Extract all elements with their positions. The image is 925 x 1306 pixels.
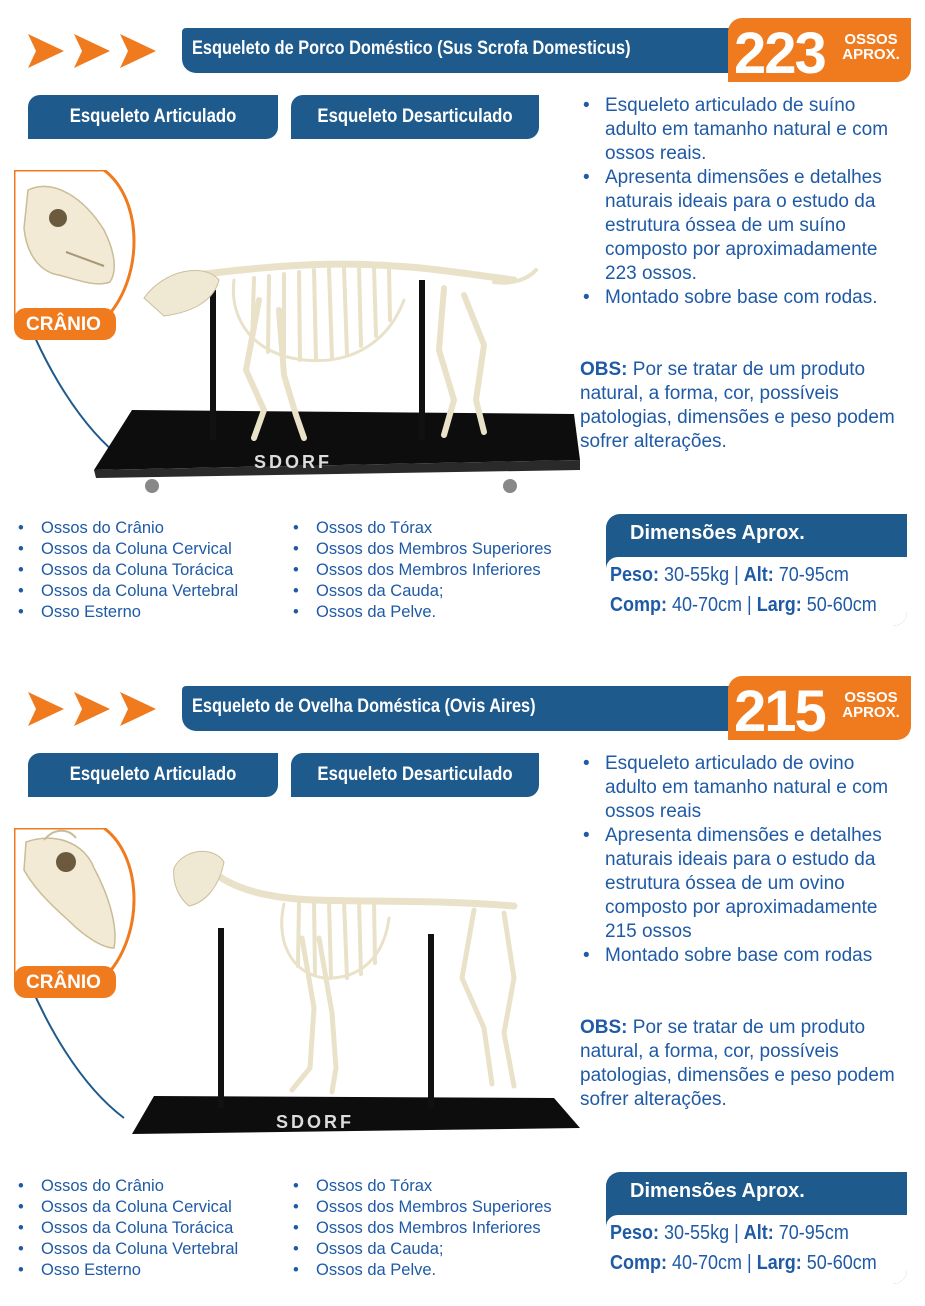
dimensions-title: Dimensões Aprox. bbox=[630, 522, 805, 544]
tab-articulated-label: Esqueleto Articulado bbox=[69, 106, 237, 127]
obs-label: OBS: bbox=[580, 359, 628, 380]
section-title-bar bbox=[182, 686, 742, 731]
pig-skeleton-photo bbox=[14, 170, 580, 500]
description-list bbox=[580, 94, 910, 310]
tab-articulated[interactable] bbox=[28, 753, 278, 797]
pig-skeleton-section bbox=[0, 0, 925, 640]
tab-articulated-label: Esqueleto Articulado bbox=[69, 764, 237, 785]
list-item: • Ossos do Crânio bbox=[16, 1176, 238, 1197]
count-label-line2: APROX. bbox=[842, 46, 900, 63]
description-item: • Montado sobre base com rodas bbox=[580, 944, 910, 968]
dimensions-values bbox=[606, 1215, 907, 1284]
skull-label: CRÂNIO bbox=[26, 972, 101, 993]
section-title: Esqueleto de Ovelha Doméstica (Ovis Aires) bbox=[192, 696, 536, 717]
list-item: • Ossos dos Membros Superiores bbox=[291, 539, 552, 560]
bone-count-label bbox=[834, 690, 908, 720]
bones-list-left bbox=[16, 1176, 238, 1281]
obs-note bbox=[580, 358, 910, 454]
description-item: • Montado sobre base com rodas. bbox=[580, 286, 910, 310]
list-item: • Ossos dos Membros Inferiores bbox=[291, 1218, 552, 1239]
width-value: 50-60cm bbox=[806, 594, 877, 616]
list-item: • Ossos dos Membros Inferiores bbox=[291, 560, 552, 581]
tab-articulated[interactable] bbox=[28, 95, 278, 139]
description-list bbox=[580, 752, 910, 968]
bone-count-badge bbox=[728, 18, 911, 86]
length-value: 40-70cm bbox=[672, 594, 743, 616]
base-logo: SDORF bbox=[254, 452, 332, 472]
skull-label: CRÂNIO bbox=[26, 314, 101, 335]
count-label-line1: OSSOS bbox=[844, 31, 898, 48]
bones-list-left bbox=[16, 518, 238, 623]
tab-disarticulated[interactable] bbox=[291, 753, 539, 797]
list-item: • Ossos da Pelve. bbox=[291, 1260, 552, 1281]
section-title-bar bbox=[182, 28, 742, 73]
tab-disarticulated[interactable] bbox=[291, 95, 539, 139]
bone-count: 223 bbox=[734, 21, 825, 86]
length-label: Comp: bbox=[610, 1252, 667, 1274]
length-label: Comp: bbox=[610, 594, 667, 616]
tab-disarticulated-label: Esqueleto Desarticulado bbox=[317, 106, 513, 127]
dimensions-row-length-width bbox=[610, 594, 877, 617]
obs-text: Por se tratar de um produto natural, a forma, cor, possíveis patologias, dimensões e peso podem sofrer alterações. bbox=[580, 359, 895, 452]
dimensions-box bbox=[606, 514, 907, 626]
description-item: • Apresenta dimensões e detalhes naturais ideais para o estudo da estrutura óssea de um ovino composto por aproximadamente 215 ossos bbox=[580, 824, 910, 944]
description-item: • Esqueleto articulado de suíno adulto em tamanho natural e com ossos reais. bbox=[580, 94, 910, 166]
list-item: • Ossos dos Membros Superiores bbox=[291, 1197, 552, 1218]
list-item: • Ossos da Cauda; bbox=[291, 581, 552, 602]
height-label: Alt: bbox=[743, 1222, 774, 1244]
weight-value: 30-55kg bbox=[664, 564, 730, 586]
description-item: • Apresenta dimensões e detalhes naturais ideais para o estudo da estrutura óssea de um suíno composto por aproximadamente 223 ossos. bbox=[580, 166, 910, 286]
list-item: • Osso Esterno bbox=[16, 602, 238, 623]
dimensions-box bbox=[606, 1172, 907, 1284]
count-label-line2: APROX. bbox=[842, 704, 900, 721]
bones-list-right bbox=[291, 1176, 552, 1281]
dimensions-title: Dimensões Aprox. bbox=[630, 1180, 805, 1202]
separator: | bbox=[747, 594, 752, 616]
list-item: • Ossos da Cauda; bbox=[291, 1239, 552, 1260]
bone-count-badge bbox=[728, 676, 911, 744]
dimensions-values bbox=[606, 557, 907, 626]
section-title: Esqueleto de Porco Doméstico (Sus Scrofa Domesticus) bbox=[192, 38, 631, 59]
obs-note bbox=[580, 1016, 910, 1112]
sheep-skeleton-photo bbox=[14, 828, 580, 1158]
list-item: • Ossos da Coluna Torácica bbox=[16, 1218, 238, 1239]
display-base bbox=[132, 1096, 580, 1134]
list-item: • Ossos da Pelve. bbox=[291, 602, 552, 623]
height-value: 70-95cm bbox=[778, 1222, 849, 1244]
width-label: Larg: bbox=[756, 594, 802, 616]
weight-label: Peso: bbox=[610, 564, 660, 586]
dimensions-row-length-width bbox=[610, 1252, 877, 1275]
list-item: • Ossos do Crânio bbox=[16, 518, 238, 539]
sheep-skeleton-section bbox=[0, 658, 925, 1298]
weight-label: Peso: bbox=[610, 1222, 660, 1244]
list-item: • Ossos do Tórax bbox=[291, 1176, 552, 1197]
dimensions-row-weight-height bbox=[610, 1222, 849, 1245]
separator: | bbox=[747, 1252, 752, 1274]
bones-list-right bbox=[291, 518, 552, 623]
height-value: 70-95cm bbox=[778, 564, 849, 586]
list-item: • Ossos da Coluna Vertebral bbox=[16, 1239, 238, 1260]
list-item: • Ossos da Coluna Vertebral bbox=[16, 581, 238, 602]
height-label: Alt: bbox=[743, 564, 774, 586]
list-item: • Ossos da Coluna Cervical bbox=[16, 539, 238, 560]
base-logo: SDORF bbox=[276, 1112, 354, 1132]
bone-count-label bbox=[834, 32, 908, 62]
weight-value: 30-55kg bbox=[664, 1222, 730, 1244]
obs-label: OBS: bbox=[580, 1017, 628, 1038]
count-label-line1: OSSOS bbox=[844, 689, 898, 706]
width-value: 50-60cm bbox=[806, 1252, 877, 1274]
bone-count: 215 bbox=[734, 679, 825, 744]
list-item: • Ossos do Tórax bbox=[291, 518, 552, 539]
tab-disarticulated-label: Esqueleto Desarticulado bbox=[317, 764, 513, 785]
length-value: 40-70cm bbox=[672, 1252, 743, 1274]
display-base bbox=[94, 410, 580, 470]
separator: | bbox=[734, 564, 739, 586]
list-item: • Ossos da Coluna Torácica bbox=[16, 560, 238, 581]
separator: | bbox=[734, 1222, 739, 1244]
list-item: • Osso Esterno bbox=[16, 1260, 238, 1281]
obs-text: Por se tratar de um produto natural, a forma, cor, possíveis patologias, dimensões e peso podem sofrer alterações. bbox=[580, 1017, 895, 1110]
description-item: • Esqueleto articulado de ovino adulto em tamanho natural e com ossos reais bbox=[580, 752, 910, 824]
orange-arrows-icon bbox=[28, 32, 160, 70]
orange-arrows-icon bbox=[28, 690, 160, 728]
dimensions-row-weight-height bbox=[610, 564, 849, 587]
width-label: Larg: bbox=[756, 1252, 802, 1274]
list-item: • Ossos da Coluna Cervical bbox=[16, 1197, 238, 1218]
